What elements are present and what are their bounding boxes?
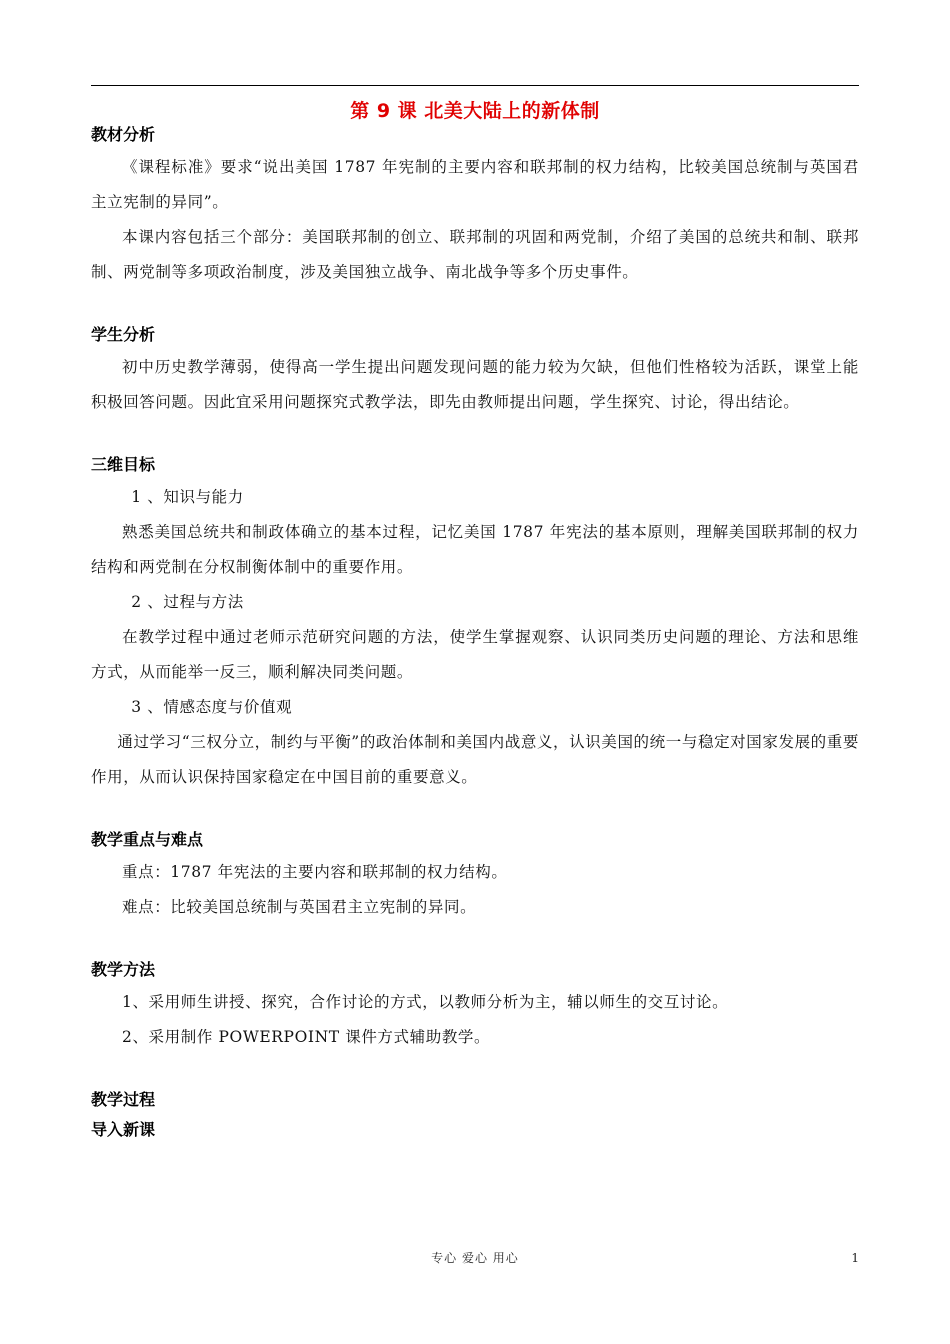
section-heading: 教学重点与难点 [91, 830, 204, 849]
section-teaching-methods [91, 955, 859, 1055]
section-heading: 教材分析 [91, 125, 156, 144]
paragraph: 在教学过程中通过老师示范研究问题的方法，使学生掌握观察、认识同类历史问题的理论、方法和思维方式，从而能举一反三，顺利解决同类问题。 [91, 628, 859, 681]
paragraph: 熟悉美国总统共和制政体确立的基本过程，记忆美国 1787 年宪法的基本原则，理解美国联邦制的权力结构和两党制在分权制衡体制中的重要作用。 [91, 523, 859, 576]
paragraph: 《课程标准》要求“说出美国 1787 年宪制的主要内容和联邦制的权力结构，比较美国总统制与英国君主立宪制的异同”。 [91, 158, 859, 211]
subsection-heading: 导入新课 [91, 1120, 156, 1139]
section-heading: 教学过程 [91, 1090, 156, 1109]
section-heading: 学生分析 [91, 325, 156, 344]
section-textbook-analysis [91, 120, 859, 290]
page-title: 第 9 课 北美大陆上的新体制 [350, 100, 600, 122]
section-heading: 教学方法 [91, 960, 156, 979]
subsection-label: 2 、过程与方法 [131, 593, 244, 611]
list-item: 2、采用制作 POWERPOINT 课件方式辅助教学。 [122, 1028, 491, 1046]
document-body [91, 120, 859, 1145]
subsection-label: 3 、情感态度与价值观 [131, 698, 293, 716]
paragraph: 通过学习“三权分立，制约与平衡”的政治体制和美国内战意义，认识美国的统一与稳定对国家发展的重要作用，从而认识保持国家稳定在中国目前的重要意义。 [91, 733, 859, 786]
page-number: 1 [851, 1251, 859, 1265]
paragraph: 难点：比较美国总统制与英国君主立宪制的异同。 [122, 898, 477, 916]
section-three-dimensional-goals [91, 450, 859, 795]
list-item: 1、采用师生讲授、探究，合作讨论的方式，以教师分析为主，辅以师生的交互讨论。 [122, 993, 729, 1011]
section-teaching-process [91, 1085, 859, 1145]
subsection-label: 1 、知识与能力 [131, 488, 244, 506]
section-key-points [91, 825, 859, 925]
paragraph: 重点：1787 年宪法的主要内容和联邦制的权力结构。 [122, 863, 508, 881]
paragraph: 初中历史教学薄弱，使得高一学生提出问题发现问题的能力较为欠缺，但他们性格较为活跃，课堂上能积极回答问题。因此宜采用问题探究式教学法，即先由教师提出问题，学生探究、讨论，得出结论。 [91, 358, 859, 411]
header-rule [91, 85, 859, 86]
paragraph: 本课内容包括三个部分：美国联邦制的创立、联邦制的巩固和两党制，介绍了美国的总统共和制、联邦制、两党制等多项政治制度，涉及美国独立战争、南北战争等多个历史事件。 [91, 228, 859, 281]
section-student-analysis [91, 320, 859, 420]
footer-motto: 专心 爱心 用心 [431, 1251, 519, 1265]
section-heading: 三维目标 [91, 455, 156, 474]
